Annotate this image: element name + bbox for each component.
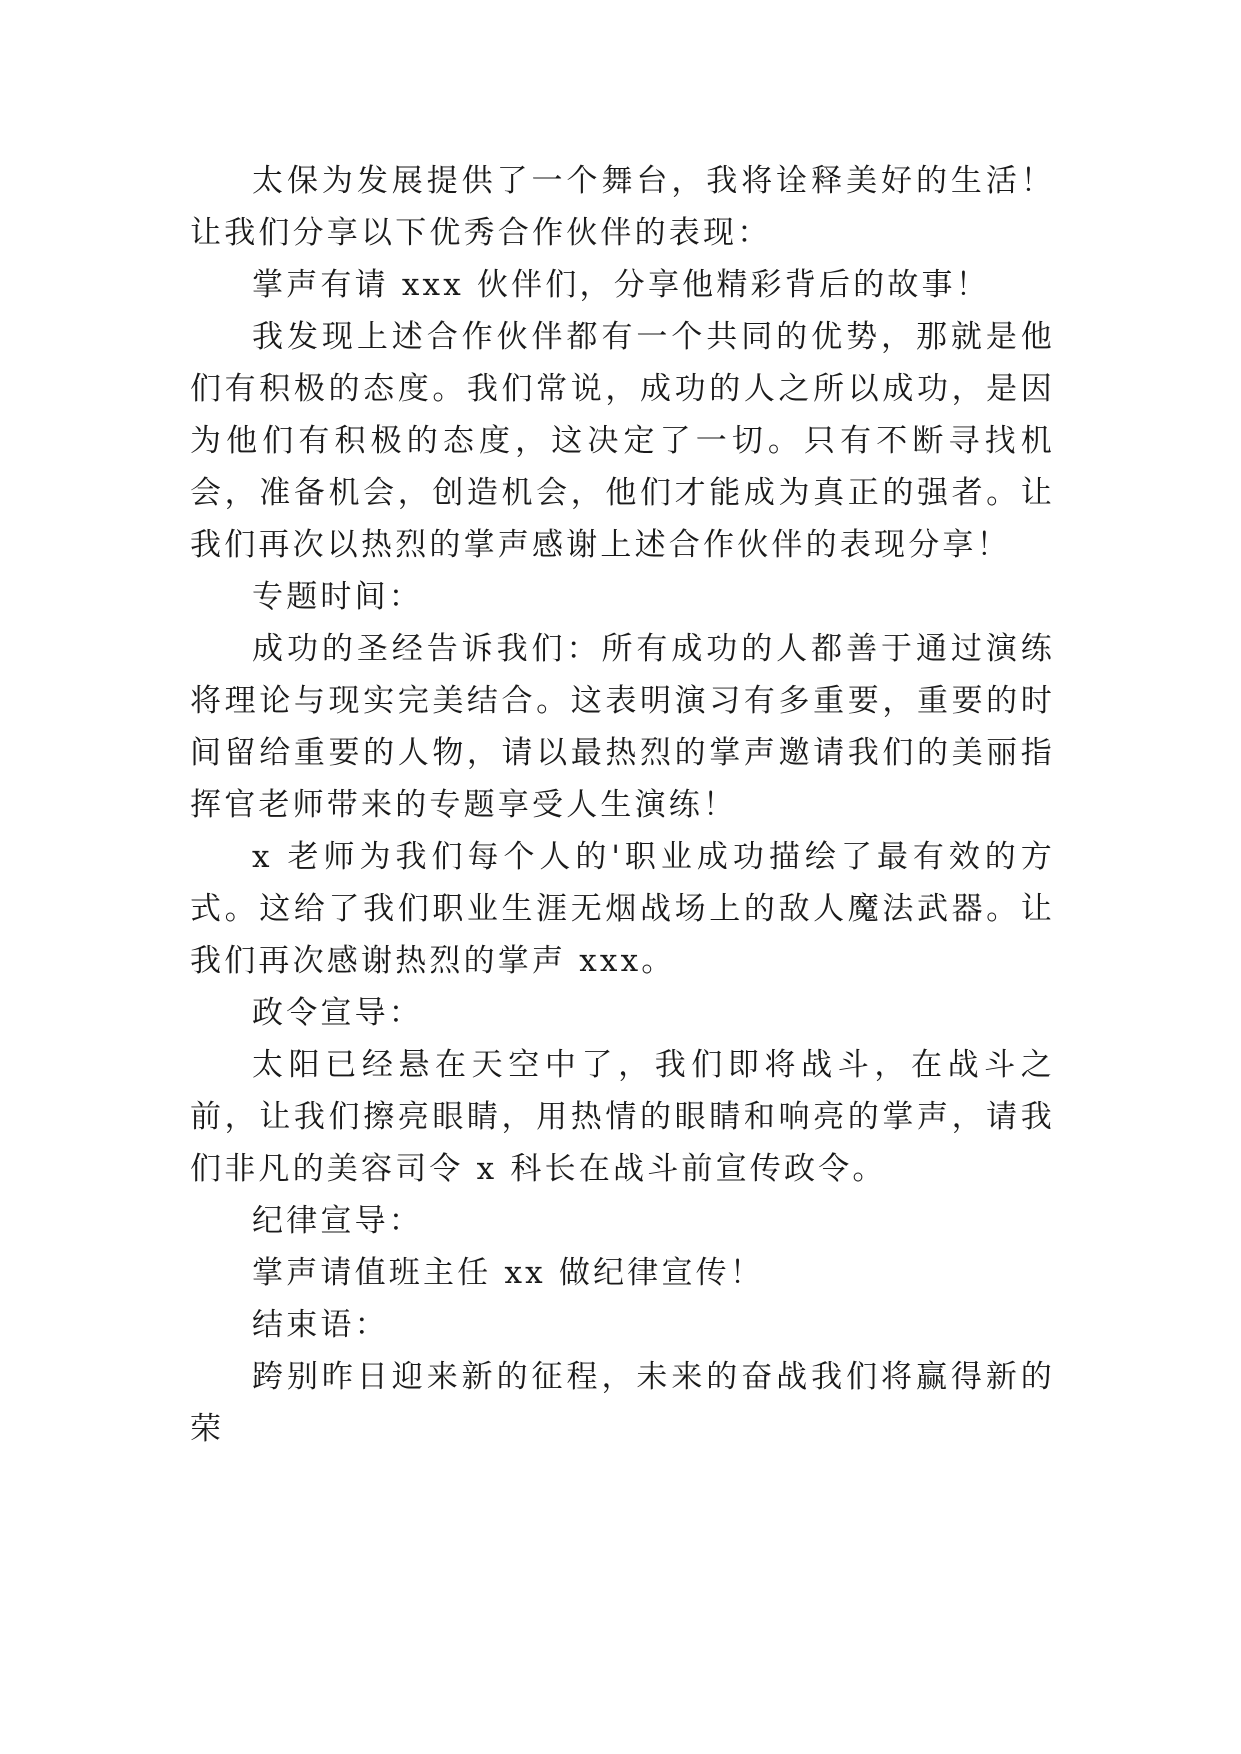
- paragraph-policy-announcement: 太阳已经悬在天空中了，我们即将战斗，在战斗之前，让我们擦亮眼睛，用热情的眼睛和响亮的掌声，请我们非凡的美容司令 x 科长在战斗前宣传政令。: [190, 1047, 1055, 1187]
- section-heading-topic-time: 专题时间：: [252, 579, 423, 615]
- section-heading-policy: 政令宣导：: [252, 995, 423, 1031]
- paragraph-teacher-thanks: x 老师为我们每个人的'职业成功描绘了最有效的方式。这给了我们职业生涯无烟战场上的敌人魔法武器。让我们再次感谢热烈的掌声 xxx。: [190, 839, 1055, 979]
- paragraph-applause-partners: 掌声有请 xxx 伙伴们，分享他精彩背后的故事！: [252, 267, 990, 303]
- paragraph-intro: 太保为发展提供了一个舞台，我将诠释美好的生活！让我们分享以下优秀合作伙伴的表现：: [190, 163, 1055, 251]
- section-heading-closing: 结束语：: [252, 1307, 389, 1343]
- paragraph-positive-attitude: 我发现上述合作伙伴都有一个共同的优势，那就是他们有积极的态度。我们常说，成功的人之所以成功，是因为他们有积极的态度，这决定了一切。只有不断寻找机会，准备机会，创造机会，他们才能成为真正的强者。让我们再次以热烈的掌声感谢上述合作伙伴的表现分享！: [190, 319, 1055, 563]
- paragraph-topic-invitation: 成功的圣经告诉我们：所有成功的人都善于通过演练将理论与现实完美结合。这表明演习有多重要，重要的时间留给重要的人物，请以最热烈的掌声邀请我们的美丽指挥官老师带来的专题享受人生演练！: [190, 631, 1055, 823]
- paragraph-closing: 跨别昨日迎来新的征程，未来的奋战我们将赢得新的荣: [190, 1359, 1055, 1447]
- document-body: [190, 155, 1055, 1455]
- section-heading-discipline: 纪律宣导：: [252, 1203, 423, 1239]
- paragraph-discipline-announcement: 掌声请值班主任 xx 做纪律宣传！: [252, 1255, 765, 1291]
